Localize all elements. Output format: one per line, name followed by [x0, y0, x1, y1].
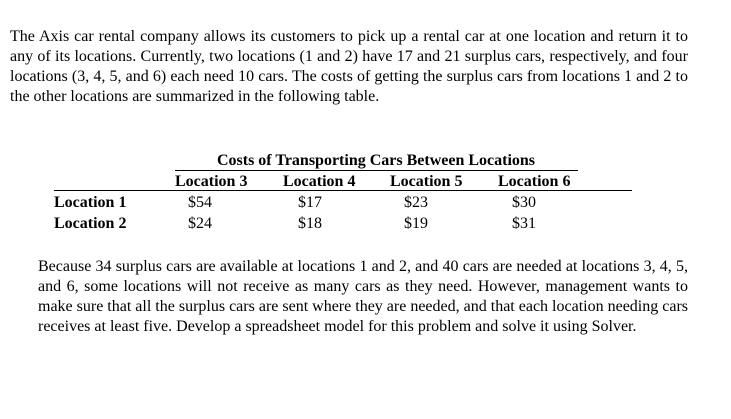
table-title: Costs of Transporting Cars Between Locations — [216, 152, 536, 169]
table-cell: $24 — [188, 215, 212, 232]
column-header-location-5: Location 5 — [390, 173, 463, 190]
header-rule — [54, 190, 632, 191]
table-cell: $17 — [298, 194, 322, 211]
table-cell: $31 — [512, 215, 536, 232]
table-cell: $18 — [298, 215, 322, 232]
column-header-location-4: Location 4 — [283, 173, 356, 190]
title-underline — [175, 170, 578, 171]
column-header-location-6: Location 6 — [498, 173, 571, 190]
table-cell: $23 — [404, 194, 428, 211]
row-label-location-2: Location 2 — [54, 215, 127, 232]
table-cell: $54 — [188, 194, 212, 211]
column-header-location-3: Location 3 — [175, 173, 248, 190]
closing-paragraph: Because 34 surplus cars are available at locations 1 and 2, and 40 cars are needed at locations 3, 4, 5, and 6, some locations will not receive as many cars as they need. However, management wants to make sure that all the surplus cars are sent where they are needed, and that each location needing cars receives at least five. Develop a spreadsheet model for this problem and solve it using Solver. — [38, 258, 688, 335]
intro-paragraph: The Axis car rental company allows its customers to pick up a rental car at one location and return it to any of its locations. Currently, two locations (1 and 2) have 17 and 21 surplus cars, respectively, and four locations (3, 4, 5, and 6) each need 10 cars. The costs of getting the surplus cars from locations 1 and 2 to the other locations are summarized in the following table. — [10, 28, 688, 105]
table-cell: $30 — [512, 194, 536, 211]
table-cell: $19 — [404, 215, 428, 232]
row-label-location-1: Location 1 — [54, 194, 127, 211]
